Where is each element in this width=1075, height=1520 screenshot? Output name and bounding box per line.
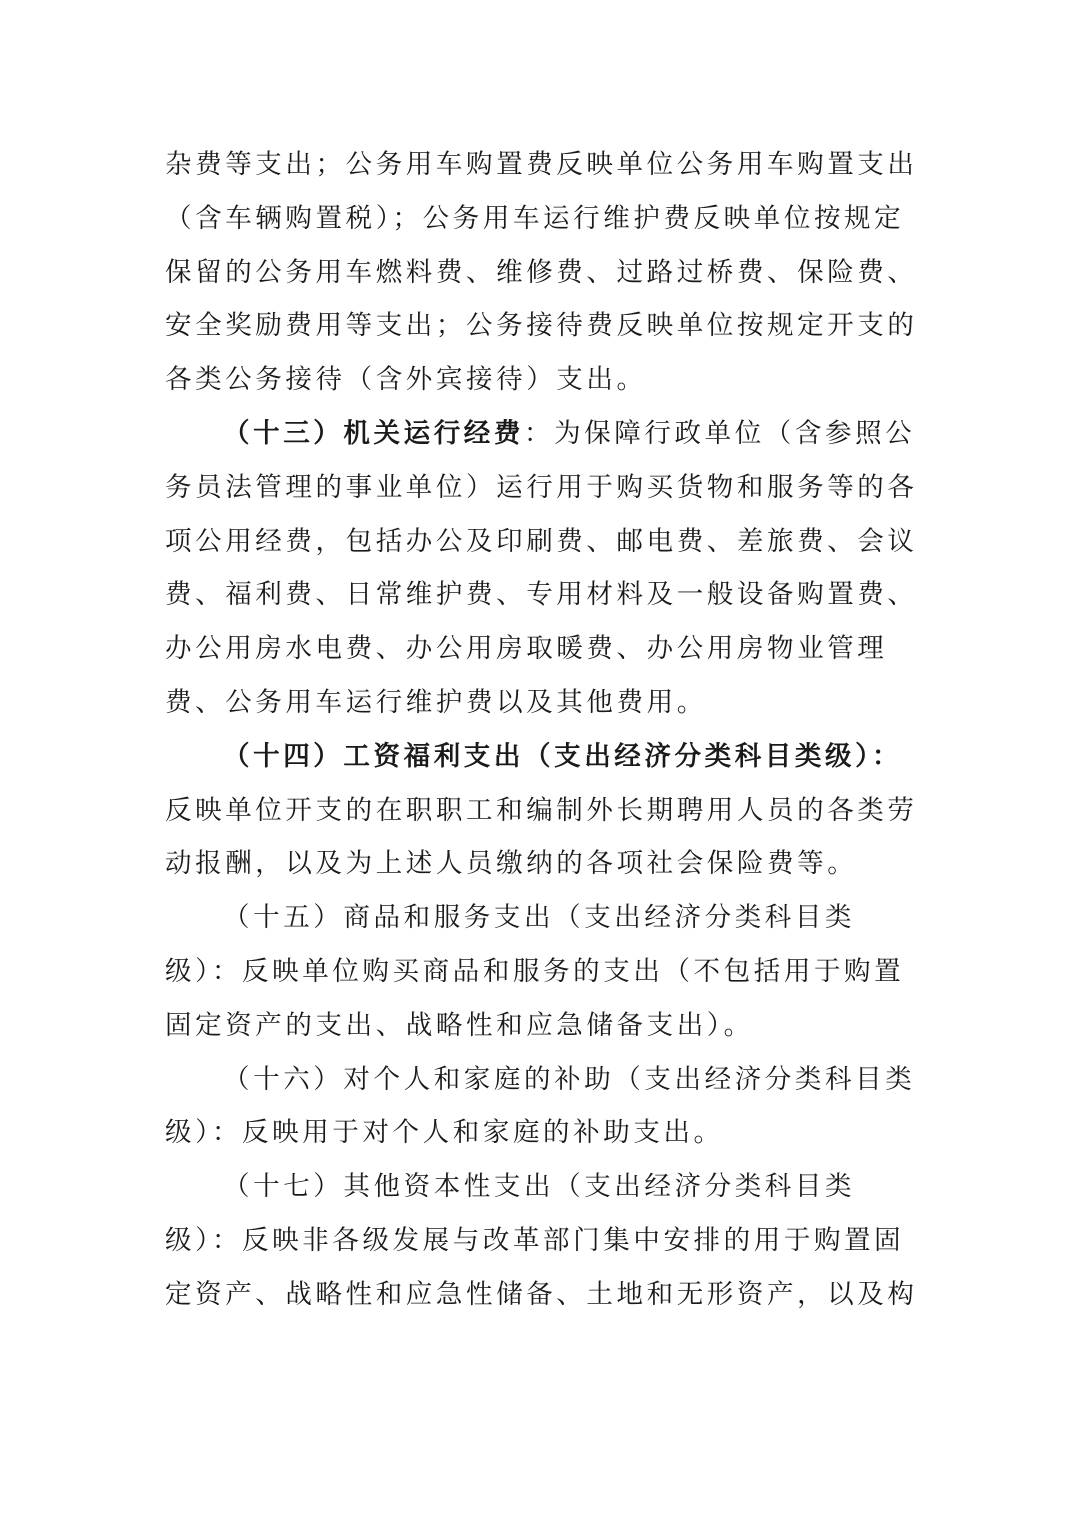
paragraph-line: 固定资产的支出、战略性和应急储备支出）。 <box>165 1009 754 1041</box>
section-15-first-line <box>165 891 889 945</box>
document-body <box>165 138 918 1322</box>
section-17-heading: （十七）其他资本性支出（支出经济分类科目类 <box>223 1171 856 1203</box>
section-16-first-line <box>165 1053 916 1107</box>
paragraph-line: 费、福利费、日常维护费、专用材料及一般设备购置费、 <box>165 579 918 611</box>
paragraph-line: （含车辆购置税）；公务用车运行维护费反映单位按规定 <box>165 202 905 234</box>
paragraph-line: 保留的公务用车燃料费、维修费、过路过桥费、保险费、 <box>165 256 918 288</box>
paragraph-line: 办公用房水电费、办公用房取暖费、办公用房物业管理 <box>165 633 888 665</box>
section-13-text: ：为保障行政单位（含参照公 <box>524 417 916 449</box>
section-13-first-line <box>165 407 916 461</box>
paragraph-line: 安全奖励费用等支出；公务接待费反映单位按规定开支的 <box>165 310 918 342</box>
section-14-first-line <box>165 730 903 784</box>
section-14-heading: （十四）工资福利支出（支出经济分类科目类级）： <box>223 740 903 772</box>
paragraph-line: 反映单位开支的在职职工和编制外长期聘用人员的各类劳 <box>165 794 918 826</box>
paragraph-line: 级）：反映非各级发展与改革部门集中安排的用于购置固 <box>165 1224 905 1256</box>
paragraph-line: 各类公务接待（含外宾接待）支出。 <box>165 364 647 396</box>
section-13-heading: （十三）机关运行经费 <box>223 417 524 449</box>
paragraph-line: 务员法管理的事业单位）运行用于购买货物和服务等的各 <box>165 471 918 503</box>
section-16-heading: （十六）对个人和家庭的补助（支出经济分类科目类 <box>223 1063 916 1095</box>
section-17-first-line <box>165 1160 889 1214</box>
paragraph-line: 杂费等支出；公务用车购置费反映单位公务用车购置支出 <box>165 149 918 180</box>
paragraph-line: 级）：反映单位购买商品和服务的支出（不包括用于购置 <box>165 955 905 987</box>
paragraph-line: 级）：反映用于对个人和家庭的补助支出。 <box>165 1117 724 1149</box>
paragraph-line: 费、公务用车运行维护费以及其他费用。 <box>165 686 707 718</box>
paragraph-line: 动报酬，以及为上述人员缴纳的各项社会保险费等。 <box>165 848 858 880</box>
paragraph-line: 定资产、战略性和应急性储备、土地和无形资产，以及构 <box>165 1278 918 1310</box>
paragraph-line: 项公用经费，包括办公及印刷费、邮电费、差旅费、会议 <box>165 525 918 557</box>
section-15-heading: （十五）商品和服务支出（支出经济分类科目类 <box>223 902 856 934</box>
